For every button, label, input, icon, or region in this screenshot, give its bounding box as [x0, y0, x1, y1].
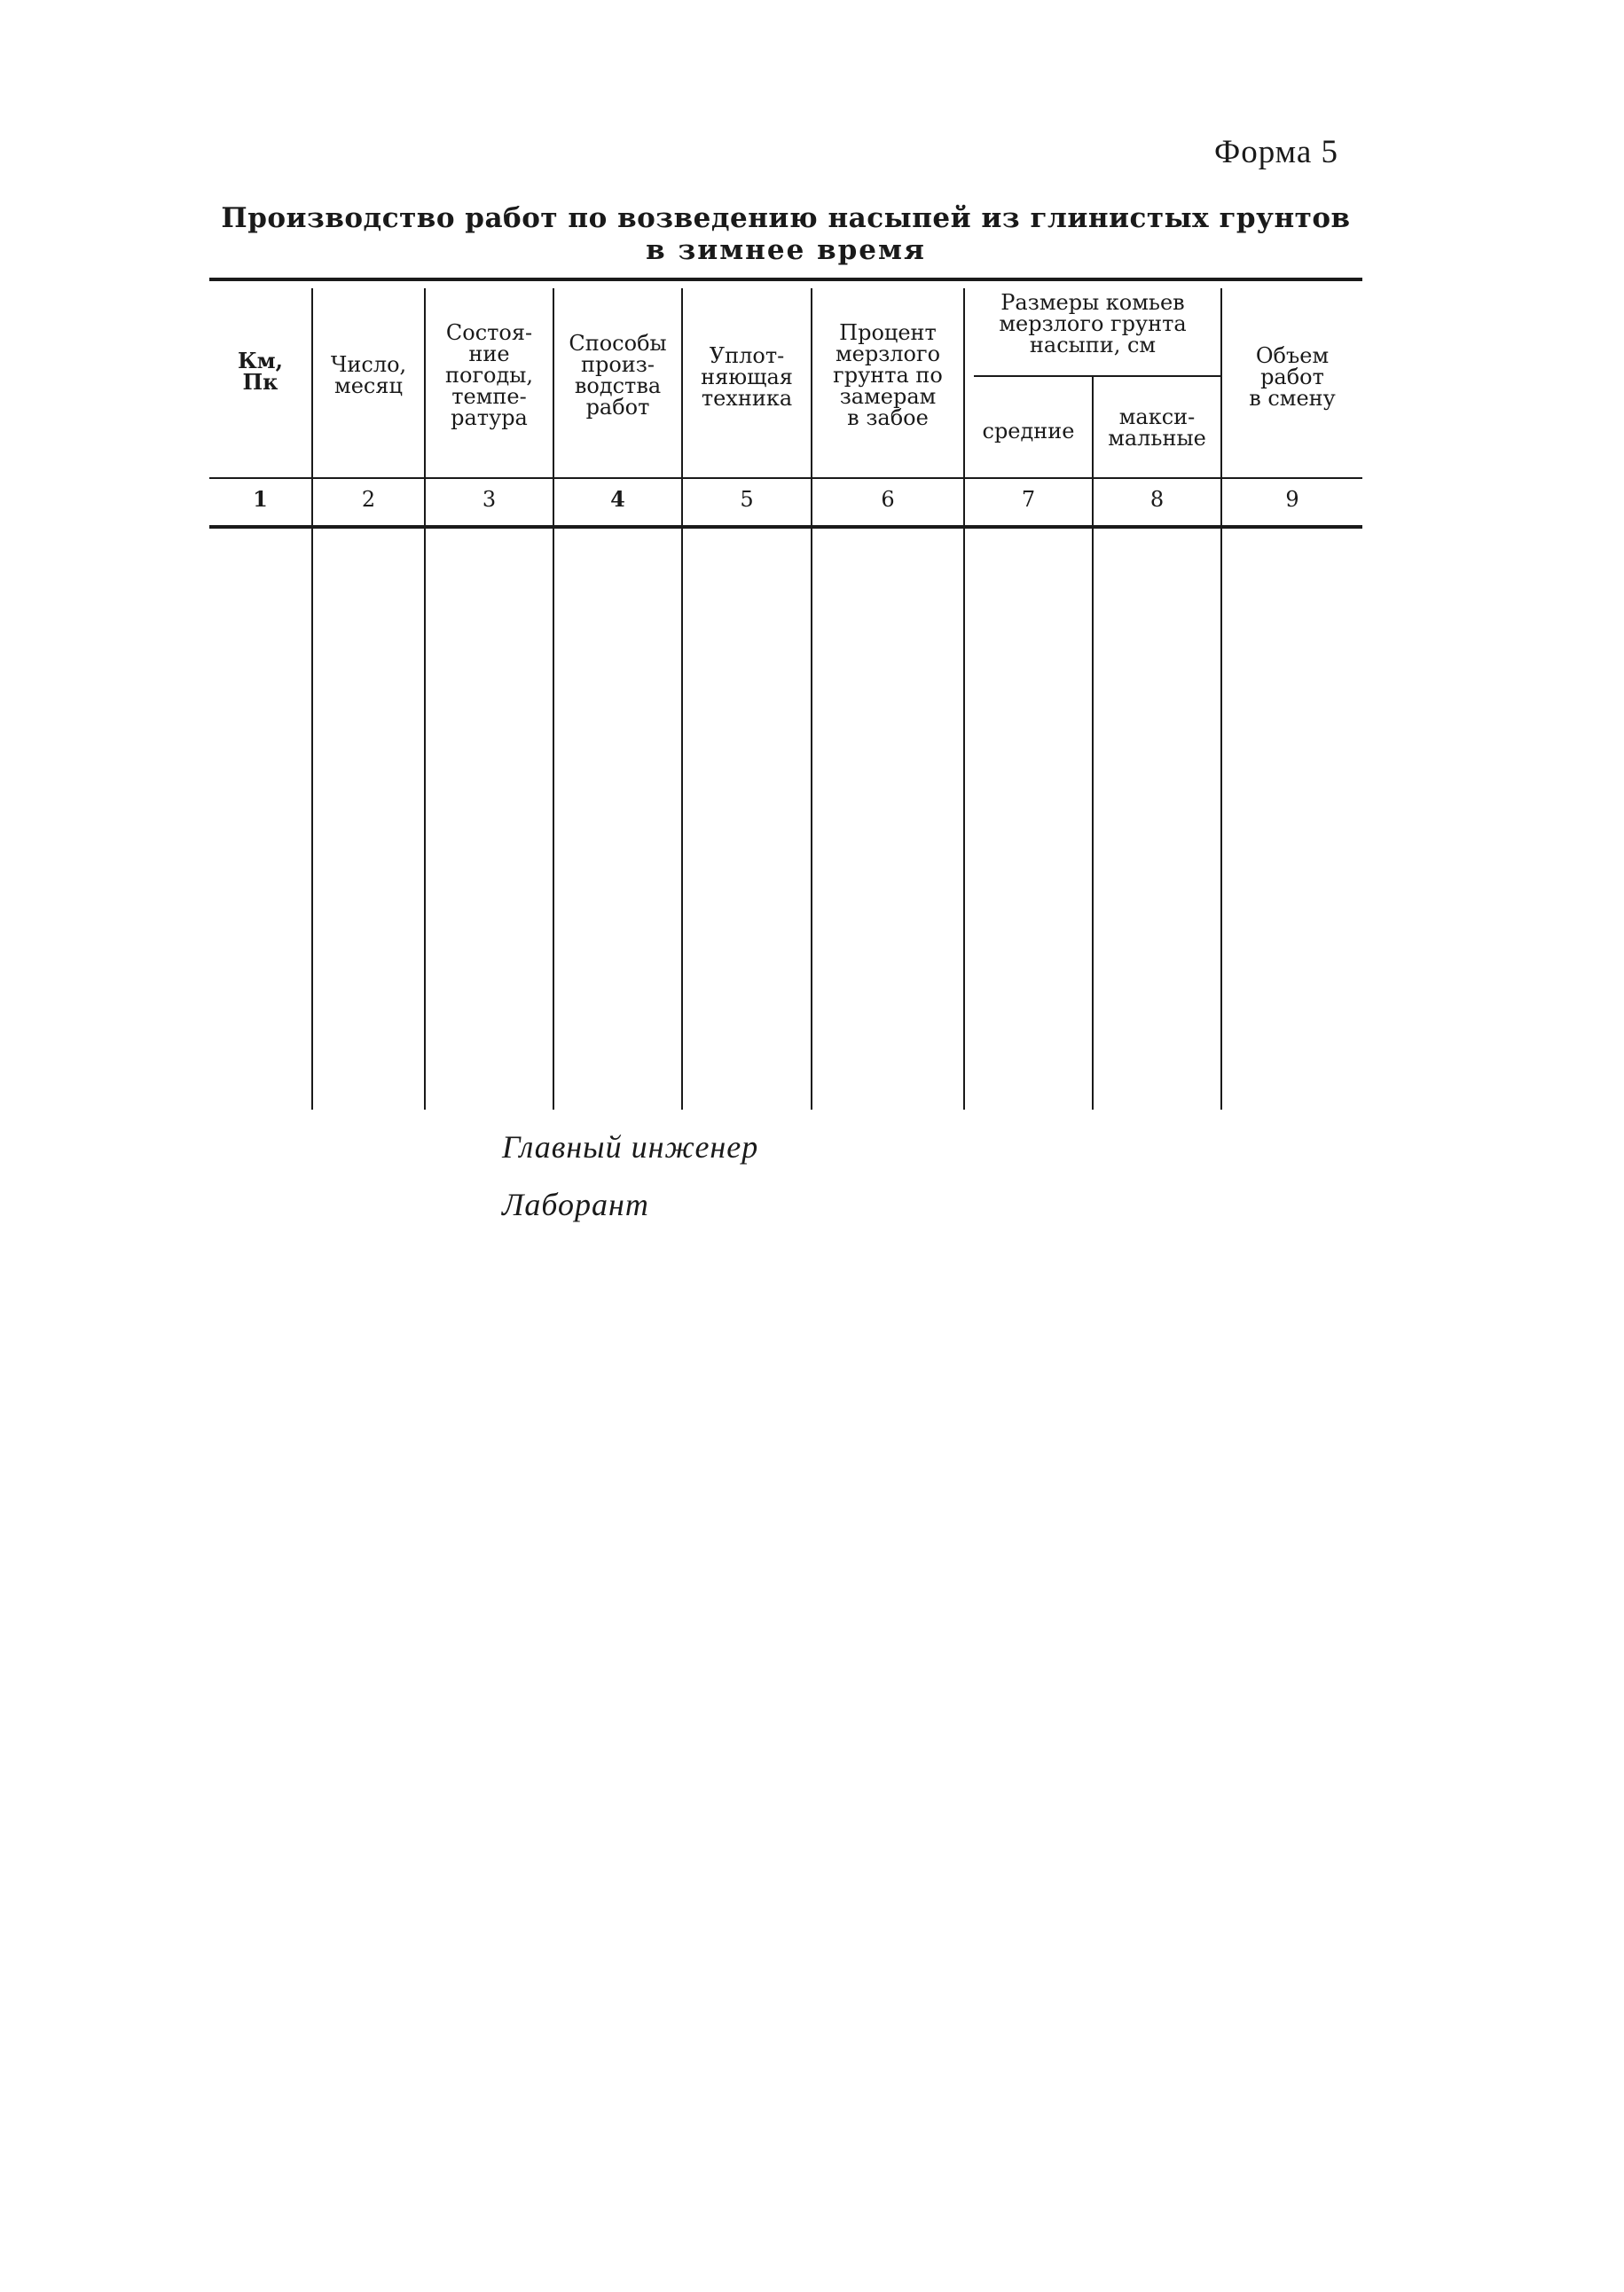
title-line-2: в зимнее время: [646, 234, 926, 266]
title-line-1: Производство работ по возведению насыпей из глинистых грунтов: [221, 202, 1351, 234]
col-divider-6: [963, 288, 965, 1110]
col-number-5: 5: [740, 487, 754, 512]
header-clod-size-group: Размеры комьев мерзлого грунта насыпи, см: [999, 290, 1187, 357]
header-frozen-percent: Процент мерзлого грунта по замерам в забое: [833, 320, 943, 430]
col-divider-7: [1092, 377, 1094, 1110]
group-divider-rule: [974, 375, 1220, 377]
header-date: Число, месяц: [330, 352, 407, 398]
header-work-methods: Способы произ- водства работ: [569, 331, 667, 420]
table-top-rule: [209, 278, 1362, 281]
col-number-9: 9: [1285, 487, 1299, 512]
header-volume: Объем работ в смену: [1249, 343, 1336, 411]
col-divider-1: [311, 288, 313, 1110]
numbers-bottom-rule: [209, 525, 1362, 529]
header-weather: Состоя- ние погоды, темпе- ратура: [445, 320, 533, 430]
col-number-6: 6: [881, 487, 895, 512]
header-bottom-rule: [209, 477, 1362, 479]
form-number: Форма 5: [1213, 134, 1338, 170]
document-title: [209, 202, 1362, 266]
signature-lab-assistant: Лаборант: [502, 1187, 649, 1222]
header-km-pk: Км, Пк: [237, 348, 284, 395]
signature-chief-engineer: Главный инженер: [502, 1129, 759, 1165]
form-table: [209, 278, 1362, 1110]
col-number-3: 3: [482, 487, 497, 512]
col-number-1: 1: [253, 486, 268, 512]
col-divider-8: [1220, 288, 1222, 1110]
header-average: средние: [982, 419, 1075, 443]
header-compaction: Уплот- няющая техника: [701, 343, 793, 411]
col-number-4: 4: [610, 486, 625, 512]
header-maximum: макси- мальные: [1108, 404, 1206, 451]
col-number-7: 7: [1021, 487, 1036, 512]
col-number-2: 2: [361, 487, 376, 512]
col-divider-4: [681, 288, 683, 1110]
col-number-8: 8: [1149, 487, 1165, 512]
